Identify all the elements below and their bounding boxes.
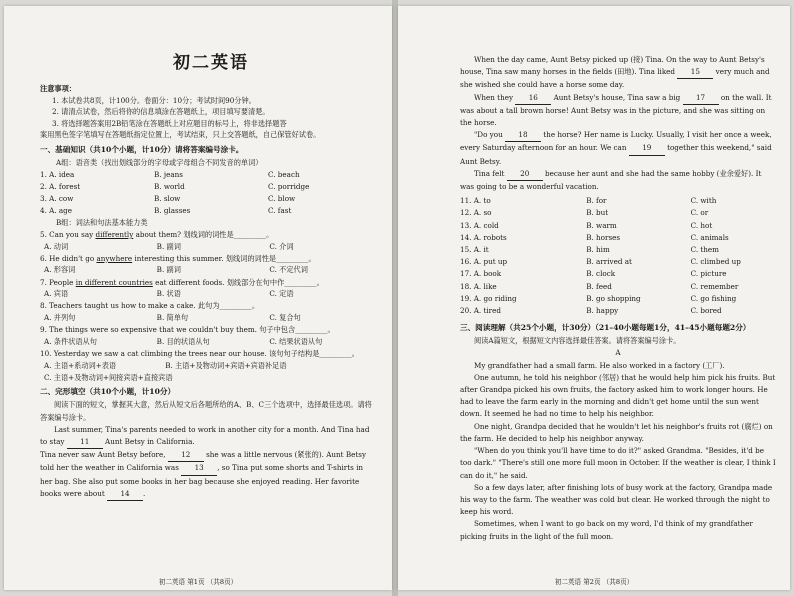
passage-text: on the wall. It was — [460, 92, 772, 115]
reading-paragraph: Sometimes, when I want to go back on my word, I'd think of my grandfather picking fruits in the light of the full moon. — [460, 519, 753, 541]
page-1-content — [40, 24, 382, 501]
answer-option: C. bored — [690, 306, 722, 316]
section-1-heading: 一、基础知识（共10个小题，计10分）请将答案编号涂卡。 — [40, 144, 244, 154]
passage-text: Aunt Betsy's house, Tina saw a big — [553, 92, 681, 102]
q10-option-b: B. 主语+及物动词+宾语+宾语补足语 — [165, 360, 287, 370]
section-3-heading: 三、阅读理解（共25个小题，计30分）（21–40小题每题1分，41–45小题每题2分） — [460, 323, 751, 333]
q10-option-c: C. 主语+及物动词+间接宾语+直接宾语 — [44, 372, 173, 382]
phonics-row — [40, 181, 382, 193]
group-b-heading: B组：词法和句法基本能力类 — [56, 218, 148, 228]
phonics-option: 4. A. age — [40, 206, 73, 216]
q7-underlined: in different countries — [75, 277, 153, 287]
cloze-blank-12: 12 — [168, 449, 204, 462]
answer-option: 12. A. so — [460, 208, 492, 218]
q7-text-pre: 7. People — [40, 277, 76, 287]
passage-text: When the day came, Aunt Betsy picked up (接) Tina. On the way to Aunt Betsy's house, — [460, 55, 765, 77]
answer-option: C. them — [690, 245, 719, 255]
q10-option-a: A. 主语+系动词+表语 — [44, 360, 117, 370]
reading-paragraph: My grandfather had a small farm. He also worked in a factory (工厂). — [474, 360, 725, 370]
answer-option: 11. A. to — [460, 196, 491, 206]
passage-text: the horse? Her name is Lucky. Usually, I visit her once a week, every — [460, 130, 772, 153]
q9-option-b: B. 目的状语从句 — [156, 336, 210, 346]
passage-text: about a tall brown horse! Aunt Betsy was in the picture, and she was sitting on the horse. — [460, 105, 766, 128]
option-row — [460, 220, 776, 232]
section-3-instructions: 阅读A篇短文，根据短文内容选择最佳答案。请将答案编号涂卡。 — [474, 336, 681, 346]
cloze-text: stay — [49, 436, 65, 446]
option-row — [460, 305, 776, 317]
passage-text: Saturday afternoon for an hour. We can — [482, 143, 627, 153]
q8-option-a: A. 并列句 — [44, 312, 76, 322]
page-2-content — [460, 54, 776, 543]
notice-line: 2. 请清点试卷，然后将你的信息填涂在答题纸上，项目填写要清楚。 — [52, 107, 270, 117]
exam-title: 初二英语 — [173, 53, 249, 73]
q9-option-c: C. 结果状语从句 — [269, 336, 323, 346]
cloze-blank-15: 15 — [677, 66, 713, 79]
section-2-instructions: 阅读下面的短文，掌握其大意，然后从短文后各题所给的A、B、C三个选项中，选择最佳选项。请将答案编号涂卡。 — [40, 400, 372, 422]
notice-line: 1. 本试卷共8页，计100分。卷面分：10分；考试时间90分钟。 — [52, 95, 256, 105]
phonics-option: B. slow — [154, 193, 181, 203]
answer-option: C. go fishing — [690, 293, 737, 303]
answer-option: 20. A. tired — [460, 306, 501, 316]
option-row — [460, 207, 776, 219]
answer-option: B. him — [586, 245, 610, 255]
reading-paragraph: One night, Grandpa decided that he wouldn't let his neighbor's fruits rot (腐烂) on the farm. He decided to help his neighbor anyway. — [460, 421, 773, 443]
answer-option: B. warm — [586, 220, 617, 230]
phonics-option: B. glasses — [154, 206, 191, 216]
q9-options — [40, 336, 382, 348]
answer-option: B. clock — [586, 269, 616, 279]
cloze-blank-14: 14 — [107, 488, 143, 501]
cloze-text: her bag. She also put some books in her bag because she enjoyed reading. Her favorite books — [40, 476, 360, 498]
q8-options — [40, 312, 382, 324]
passage-text: together this weekend," said Aunt Betsy. — [460, 143, 772, 166]
phonics-option: C. blow — [268, 193, 296, 203]
page-1 — [4, 6, 392, 590]
cloze-blank-11: 11 — [67, 436, 103, 449]
notice-line: 3. 将选择题答案用2B铅笔涂在答题纸上对应题目的标号上，将非选择题答 — [52, 118, 287, 128]
q7-options — [40, 288, 382, 300]
cloze-text: , so Tina put some shorts and T-shirts in — [217, 463, 363, 473]
passage-text: going to be a wonderful vacation. — [476, 182, 599, 192]
q5-option-b: B. 副词 — [156, 241, 181, 251]
cloze-blank-19: 19 — [629, 142, 665, 155]
q5-text-pre: 5. Can you say — [40, 229, 96, 239]
answer-option: B. happy — [586, 306, 619, 316]
q7-text-post: eat different foods. 划线部分在句中作_________。 — [152, 277, 324, 287]
answer-option: C. animals — [690, 232, 729, 242]
passage-paragraph-3 — [460, 129, 776, 168]
answer-option: 14. A. robots — [460, 232, 507, 242]
answer-option: C. hot — [690, 220, 713, 230]
passage-text: because her aunt and she had the same hobby (业余爱好). It was — [460, 168, 762, 192]
question-9: 9. The things were so expensive that we couldn't buy them. 句子中包含_________。 — [40, 325, 335, 335]
reading-paragraph: "When do you think you'll have time to do it?" asked Grandma. "Besides, it'd be too dark." "There's still one more full moon in October. If the weather is clear, I think I can do it," he said. — [460, 446, 776, 480]
answer-option: C. or — [690, 208, 709, 218]
question-7 — [40, 277, 382, 289]
cloze-blank-13: 13 — [181, 462, 217, 475]
notice-line: 案用黑色签字笔填写在答题纸指定位置上，考试结束，只上交答题纸，自己保管好试卷。 — [40, 130, 321, 140]
answer-option: C. picture — [690, 269, 727, 279]
phonics-row — [40, 193, 382, 205]
group-a-heading: A组：语音类（找出划线部分的字母或字母组合不同发音的单词） — [56, 157, 263, 167]
phonics-option: B. jeans — [154, 169, 183, 179]
q5-underlined: differently — [95, 229, 134, 239]
q8-option-c: C. 复合句 — [269, 312, 301, 322]
passage-paragraph-4 — [460, 168, 776, 193]
passage-text: very much and she wished she — [460, 67, 770, 90]
answer-option: C. with — [690, 196, 717, 206]
page-1-footer: 初二英语 第1页 （共8页） — [158, 578, 238, 586]
reading-paragraph: One autumn, he told his neighbor (邻居) that he would help him pick his fruits. But after Grandpa picked his own fruits, the factory asked him to work longer hours. He had to leave the farm early in the morning and didn't get home until the sun went down. It seemed he had no time to help his neighbor. — [460, 372, 776, 419]
answer-option: 19. A. go riding — [460, 293, 517, 303]
option-row — [460, 268, 776, 280]
answer-option: B. go shopping — [586, 293, 641, 303]
reading-passage-a — [460, 360, 776, 543]
cloze-blank-17: 17 — [683, 92, 719, 105]
answer-option: B. but — [586, 208, 609, 218]
question-8: 8. Teachers taught us how to make a cake. 此句为_________。 — [40, 301, 260, 311]
phonics-option: C. beach — [268, 169, 300, 179]
option-row — [460, 256, 776, 268]
cloze-text: she was a little nervous (紧张的). Aunt — [206, 450, 344, 460]
cloze-text: . — [143, 488, 146, 498]
passage-text: could have a horse some day. — [517, 80, 625, 90]
cloze-blank-18: 18 — [505, 129, 541, 142]
q6-option-a: A. 形容词 — [44, 265, 76, 275]
q6-option-c: C. 不定代词 — [269, 265, 308, 275]
q7-option-c: C. 定语 — [269, 289, 294, 299]
answer-option: B. horses — [586, 232, 621, 242]
q5-option-a: A. 动词 — [44, 241, 69, 251]
answer-option: 15. A. it — [460, 245, 489, 255]
phonics-option: 1. A. idea — [40, 169, 75, 179]
passage-text: When they — [474, 92, 514, 102]
cloze-text: Last summer, Tina's parents needed to work in another city for a month. And Tina had to — [40, 424, 370, 446]
q10-options — [40, 360, 382, 372]
answer-option: 17. A. book — [460, 269, 502, 279]
phonics-option: C. porridge — [268, 181, 310, 191]
q5-options — [40, 241, 382, 253]
answer-option: C. remember — [690, 281, 739, 291]
notice-title: 注意事项： — [40, 84, 76, 93]
page-2-footer: 初二英语 第2页 （共8页） — [554, 578, 634, 586]
passage-paragraph-2 — [460, 92, 776, 130]
passage-text: "Do you — [474, 130, 503, 140]
answer-option: 18. A. like — [460, 281, 497, 291]
phonics-option: B. world — [154, 181, 185, 191]
option-row — [460, 293, 776, 305]
question-6 — [40, 253, 382, 265]
notices — [40, 95, 382, 141]
cloze-text: Tina never saw Aunt Betsy before, — [40, 450, 166, 460]
passage-paragraph-1 — [460, 54, 776, 92]
page-2 — [398, 6, 790, 590]
q6-option-b: B. 副词 — [156, 265, 181, 275]
q6-underlined: anywhere — [96, 253, 133, 263]
q9-option-a: A. 条件状语从句 — [44, 336, 97, 346]
q6-text-post: interesting this summer. 划线词的词性是_________。 — [132, 253, 316, 263]
option-row — [460, 232, 776, 244]
option-row — [460, 281, 776, 293]
cloze-text: Betsy told her the weather in California was — [40, 450, 367, 473]
cloze-blank-20: 20 — [507, 168, 543, 181]
option-row — [460, 244, 776, 256]
answer-option: B. arrived at — [586, 257, 632, 267]
question-5 — [40, 229, 382, 241]
answer-option: C. climbed up — [690, 257, 741, 267]
option-row — [460, 195, 776, 207]
cloze-text: Aunt Betsy in California. — [105, 436, 195, 446]
q7-option-a: A. 宾语 — [44, 289, 69, 299]
phonics-row — [40, 205, 382, 217]
phonics-questions — [40, 169, 382, 218]
phonics-row — [40, 169, 382, 181]
phonics-option: 3. A. cow — [40, 193, 74, 203]
cloze-blank-16: 16 — [515, 92, 551, 105]
q5-text-post: about them? 划线词的词性是_________。 — [133, 229, 274, 239]
answer-option: B. for — [586, 196, 607, 206]
phonics-option: 2. A. forest — [40, 181, 81, 191]
cloze-text: were about — [63, 488, 105, 498]
q8-option-b: B. 简单句 — [156, 312, 189, 322]
passage-text: Tina saw many horses in the fields (田地). Tina liked — [486, 67, 676, 77]
section-2-heading: 二、完形填空（共10个小题，计10分） — [40, 387, 176, 397]
cloze-options — [460, 195, 776, 317]
answer-option: B. feed — [586, 281, 612, 291]
q6-options — [40, 264, 382, 276]
q5-option-c: C. 介词 — [269, 241, 294, 251]
cloze-passage — [40, 424, 382, 501]
passage-text: Tina felt — [474, 168, 505, 178]
q6-text-pre: 6. He didn't go — [40, 253, 97, 263]
answer-option: 13. A. cold — [460, 220, 499, 230]
phonics-option: C. fast — [268, 206, 292, 216]
passage-a-label: A — [615, 348, 621, 358]
question-10: 10. Yesterday we saw a cat climbing the trees near our house. 该句句子结构是_________。 — [40, 348, 359, 358]
q7-option-b: B. 状语 — [156, 289, 181, 299]
reading-paragraph: So a few days later, after finishing lots of busy work at the factory, Grandpa made his way to the farm. The weather was cold but clear. He worked through the night to keep his word. — [460, 482, 773, 517]
answer-option: 16. A. put up — [460, 257, 508, 267]
